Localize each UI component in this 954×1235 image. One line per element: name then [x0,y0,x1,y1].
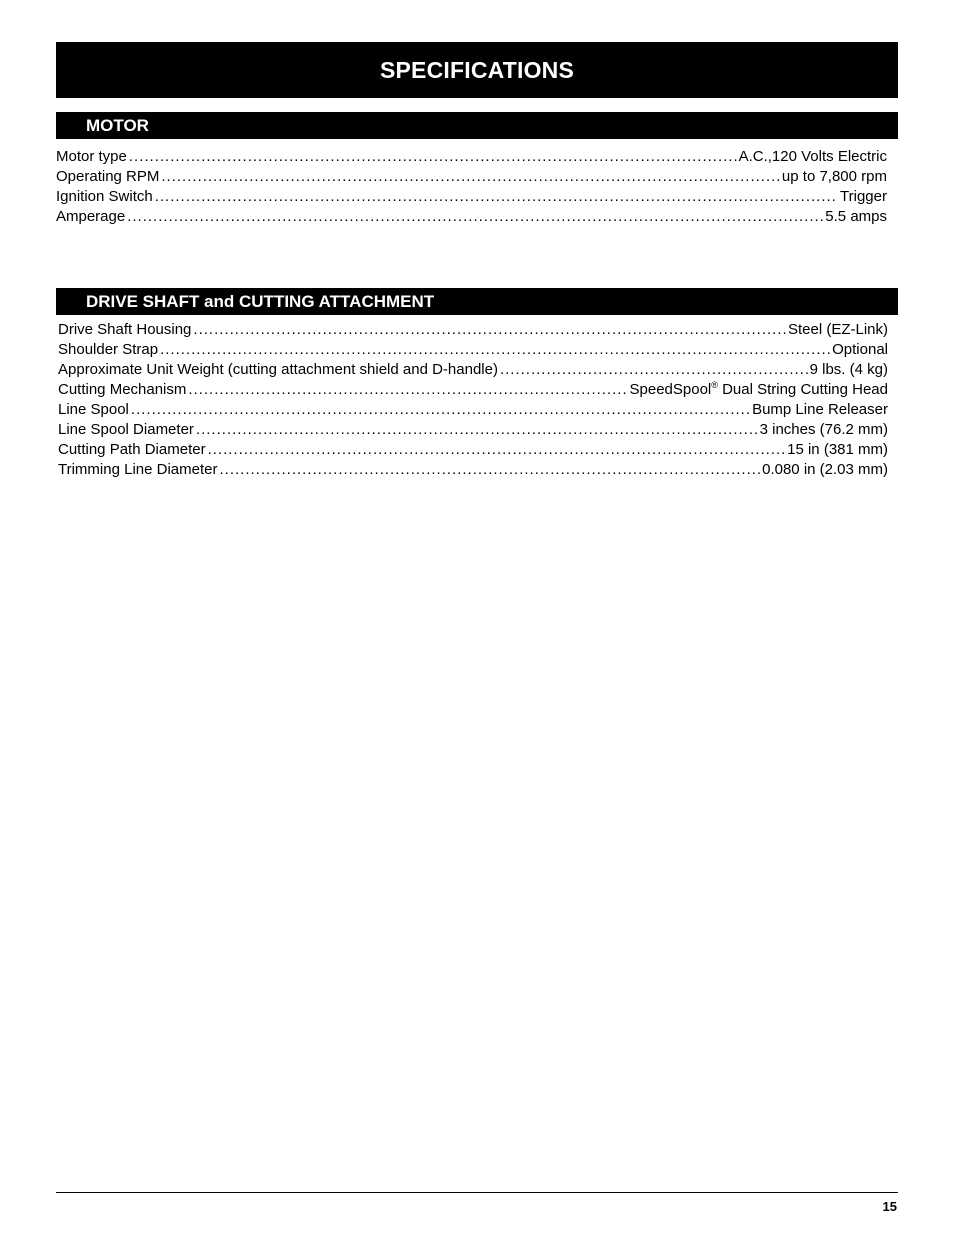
spec-label: Motor type [56,148,127,165]
spec-row-cutting-mechanism [58,380,888,400]
dot-leader [220,460,761,480]
spec-label: Operating RPM [56,168,160,185]
dot-leader [208,440,786,460]
motor-section-title: MOTOR [86,115,149,135]
dot-leader [127,207,823,227]
spec-value: 15 in (381 mm) [787,441,888,458]
motor-spec-list [56,147,887,227]
spec-label: Line Spool Diameter [58,421,194,438]
spec-row-unit-weight [58,360,888,380]
spec-value: Bump Line Releaser [752,401,888,418]
spec-row-operating-rpm [56,167,887,187]
dot-leader [160,340,830,360]
spec-value: Steel (EZ-Link) [787,321,888,338]
spec-value [630,380,888,400]
motor-section-header [56,112,898,139]
spec-label: Shoulder Strap [58,341,159,358]
spec-row-amperage [56,207,887,227]
page-title-bar [56,42,898,98]
spec-label: Amperage [56,208,126,225]
dot-leader [500,360,808,380]
dot-leader [129,147,737,167]
spec-value: A.C.,120 Volts Electric [738,148,887,165]
spec-label: Cutting Mechanism [58,381,187,398]
dot-leader [193,320,786,340]
spec-label: Ignition Switch [56,188,153,205]
spec-row-line-spool-diameter [58,420,888,440]
drive-shaft-section-title: DRIVE SHAFT and CUTTING ATTACHMENT [86,291,435,311]
spec-value-rest: Dual String Cutting Head [717,381,888,398]
spec-row-ignition-switch [56,187,887,207]
footer-divider [56,1192,898,1193]
spec-row-trimming-line-diameter [58,460,888,480]
dot-leader [161,167,780,187]
spec-value: 5.5 amps [825,208,887,225]
spec-row-line-spool [58,400,888,420]
registered-mark: ® [711,380,718,390]
dot-leader [155,187,838,207]
spec-value: 9 lbs. (4 kg) [809,361,888,378]
spec-label: Trimming Line Diameter [58,461,218,478]
drive-shaft-section-header [56,288,898,315]
spec-label: Approximate Unit Weight (cutting attachment shield and D-handle) [58,361,498,378]
page-title: SPECIFICATIONS [379,56,575,83]
dot-leader [131,400,750,420]
spec-value: up to 7,800 rpm [781,168,887,185]
spec-label: Line Spool [58,401,129,418]
spec-value: 3 inches (76.2 mm) [759,421,888,438]
drive-shaft-spec-list [58,320,888,480]
spec-row-cutting-path-diameter [58,440,888,460]
spec-value: Trigger [840,188,887,205]
spec-value: Optional [832,341,888,358]
spec-row-motor-type [56,147,887,167]
page-number: 15 [882,1199,897,1214]
spec-value: 0.080 in (2.03 mm) [762,461,888,478]
dot-leader [188,380,627,400]
dot-leader [196,420,758,440]
spec-value-brand: SpeedSpool [629,381,712,398]
spec-label: Cutting Path Diameter [58,441,206,458]
spec-row-drive-shaft-housing [58,320,888,340]
spec-label: Drive Shaft Housing [58,321,192,338]
spec-row-shoulder-strap [58,340,888,360]
